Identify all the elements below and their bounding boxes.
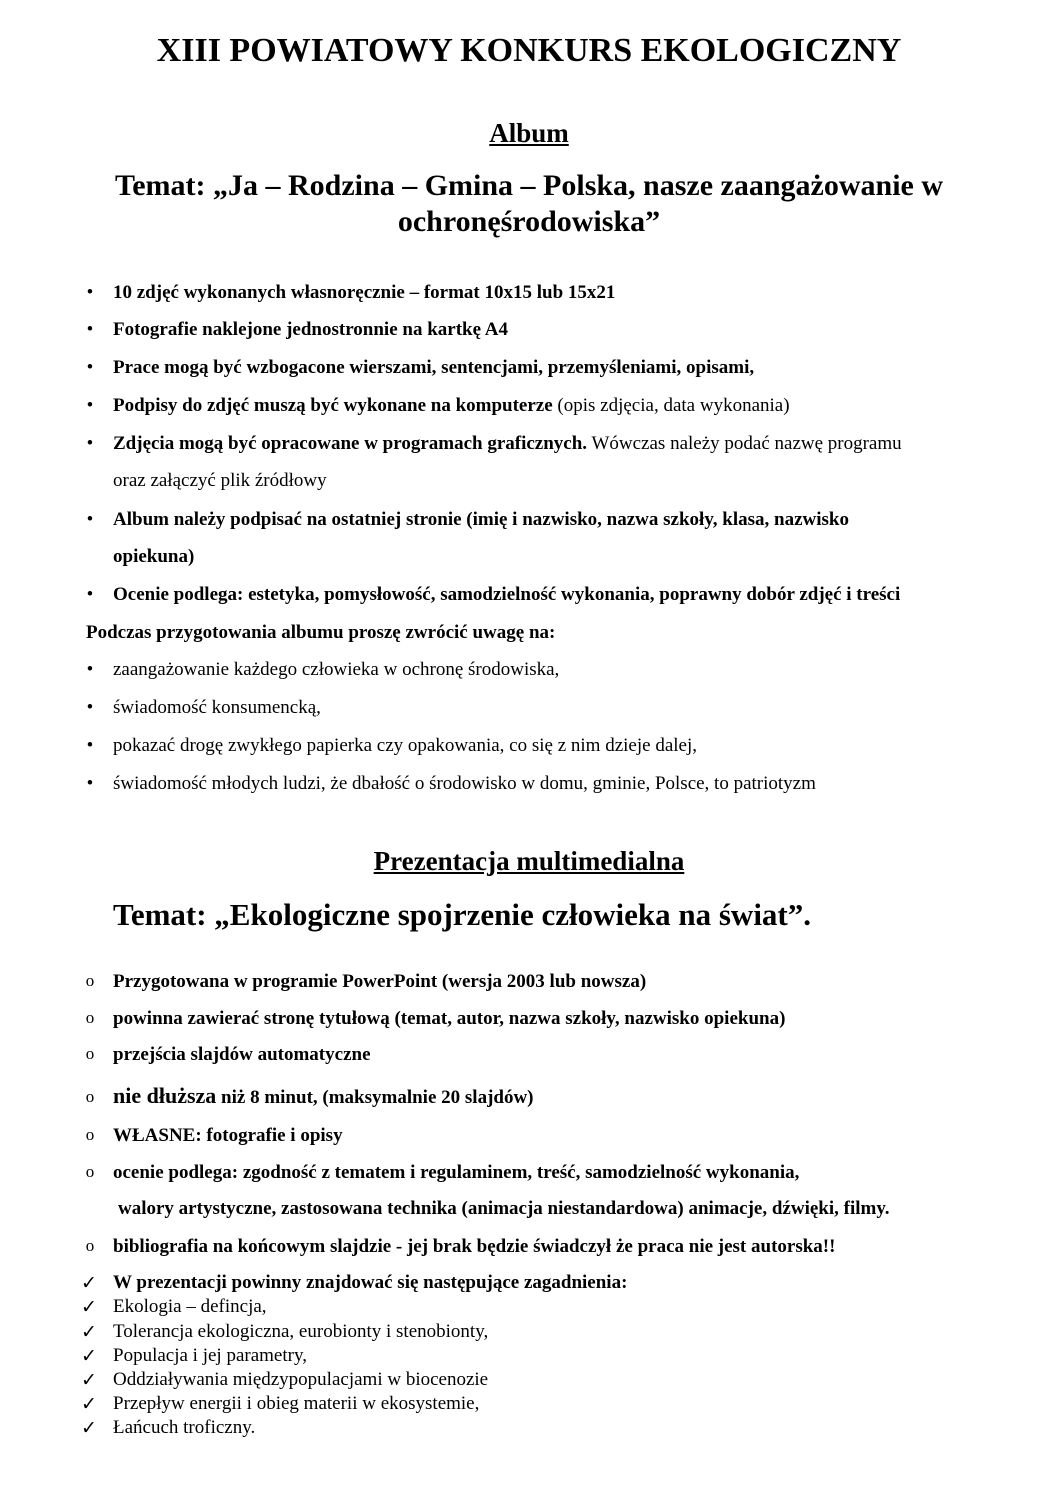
bullet-icon: • bbox=[86, 773, 94, 794]
attention-intro-text: Podczas przygotowania albumu proszę zwrócić uwagę na: bbox=[86, 622, 556, 643]
check-icon: ✓ bbox=[81, 1322, 97, 1343]
bullet-icon: • bbox=[86, 319, 94, 340]
check-icon: ✓ bbox=[81, 1394, 97, 1415]
album-heading: Album bbox=[489, 118, 569, 148]
album-item-bold: Ocenie podlega: estetyka, pomysłowość, samodzielność wykonania, poprawny dobór zdjęć i treści bbox=[113, 584, 901, 605]
album-item-text: Wówczas należy podać nazwę programu bbox=[587, 433, 902, 454]
check-icon: ✓ bbox=[81, 1297, 97, 1318]
circle-bullet-icon: o bbox=[85, 1236, 95, 1255]
checklist-item-text: Oddziaływania międzypopulacjami w biocenozie bbox=[113, 1369, 489, 1390]
check-icon: ✓ bbox=[81, 1370, 97, 1391]
bullet-icon: • bbox=[86, 433, 94, 454]
album-topic-line2: ochronęśrodowiska” bbox=[397, 205, 661, 238]
check-icon: ✓ bbox=[81, 1418, 97, 1439]
checklist-item-text: Łańcuch troficzny. bbox=[113, 1417, 256, 1438]
presentation-item-text: powinna zawierać stronę tytułową (temat, autor, nazwa szkoły, nazwisko opiekuna) bbox=[113, 1008, 786, 1029]
presentation-item-text: niż 8 minut, (maksymalnie 20 slajdów) bbox=[216, 1087, 534, 1108]
album-item-bold: Zdjęcia mogą być opracowane w programach graficznych. bbox=[113, 433, 588, 454]
checklist-heading: W prezentacji powinny znajdować się następujące zagadnienia: bbox=[113, 1272, 628, 1293]
presentation-item-text: przejścia slajdów automatyczne bbox=[113, 1044, 371, 1065]
presentation-item-text: Przygotowana w programie PowerPoint (wersja 2003 lub nowsza) bbox=[113, 971, 647, 992]
checklist-item-text: Populacja i jej parametry, bbox=[113, 1345, 307, 1366]
circle-bullet-icon: o bbox=[85, 1162, 95, 1181]
album-item-bold: Prace mogą być wzbogacone wierszami, sentencjami, przemyśleniami, opisami, bbox=[113, 357, 755, 378]
attention-item-text: świadomość konsumencką, bbox=[113, 697, 321, 718]
circle-bullet-icon: o bbox=[85, 1044, 95, 1063]
presentation-item-text: ocenie podlega: zgodność z tematem i regulaminem, treść, samodzielność wykonania, bbox=[113, 1162, 800, 1183]
presentation-item-text: bibliografia na końcowym slajdzie - jej brak będzie świadczył że praca nie jest autorska!! bbox=[113, 1236, 836, 1257]
presentation-item-text: walory artystyczne, zastosowana technika (animacja niestandardowa) animacje, dźwięki, filmy. bbox=[118, 1198, 890, 1219]
bullet-icon: • bbox=[86, 357, 94, 378]
attention-item-text: świadomość młodych ludzi, że dbałość o środowisko w domu, gminie, Polsce, to patriotyzm bbox=[113, 773, 816, 794]
album-item-bold: Podpisy do zdjęć muszą być wykonane na komputerze bbox=[113, 395, 553, 416]
bullet-icon: • bbox=[86, 735, 94, 756]
album-topic-line1: Temat: „Ja – Rodzina – Gmina – Polska, nasze zaangażowanie w bbox=[114, 169, 944, 202]
presentation-heading: Prezentacja multimedialna bbox=[373, 846, 685, 876]
bullet-icon: • bbox=[86, 395, 94, 416]
album-item-text: (opis zdjęcia, data wykonania) bbox=[552, 395, 790, 416]
album-item-bold: opiekuna) bbox=[113, 546, 195, 567]
page-title: XIII POWIATOWY KONKURS EKOLOGICZNY bbox=[156, 32, 902, 69]
album-item-text: oraz załączyć plik źródłowy bbox=[113, 470, 327, 491]
bullet-icon: • bbox=[86, 584, 94, 605]
circle-bullet-icon: o bbox=[85, 1125, 95, 1144]
album-topic bbox=[60, 168, 998, 240]
checklist-item-text: Ekologia – defincja, bbox=[113, 1296, 267, 1317]
check-icon: ✓ bbox=[81, 1273, 97, 1294]
attention-item-text: zaangażowanie każdego człowieka w ochronę środowiska, bbox=[113, 659, 560, 680]
album-item-bold: Fotografie naklejone jednostronnie na kartkę A4 bbox=[113, 319, 508, 340]
check-icon: ✓ bbox=[81, 1346, 97, 1367]
circle-bullet-icon: o bbox=[85, 971, 95, 990]
album-item-bold: 10 zdjęć wykonanych własnoręcznie – format 10x15 lub 15x21 bbox=[113, 282, 616, 303]
presentation-item-emphasis: nie dłuższa bbox=[113, 1083, 217, 1108]
bullet-icon: • bbox=[86, 509, 94, 530]
attention-item-text: pokazać drogę zwykłego papierka czy opakowania, co się z nim dzieje dalej, bbox=[113, 735, 697, 756]
circle-bullet-icon: o bbox=[85, 1087, 95, 1106]
presentation-item-text: WŁASNE: fotografie i opisy bbox=[113, 1125, 343, 1146]
bullet-icon: • bbox=[86, 697, 94, 718]
bullet-icon: • bbox=[86, 659, 94, 680]
album-item-bold: Album należy podpisać na ostatniej stronie (imię i nazwisko, nazwa szkoły, klasa, nazwisko bbox=[113, 509, 849, 530]
circle-bullet-icon: o bbox=[85, 1008, 95, 1027]
presentation-topic: Temat: „Ekologiczne spojrzenie człowieka na świat”. bbox=[113, 897, 811, 932]
checklist-item-text: Przepływ energii i obieg materii w ekosystemie, bbox=[113, 1393, 480, 1414]
bullet-icon: • bbox=[86, 282, 94, 303]
checklist-item-text: Tolerancja ekologiczna, eurobionty i stenobionty, bbox=[113, 1321, 489, 1342]
